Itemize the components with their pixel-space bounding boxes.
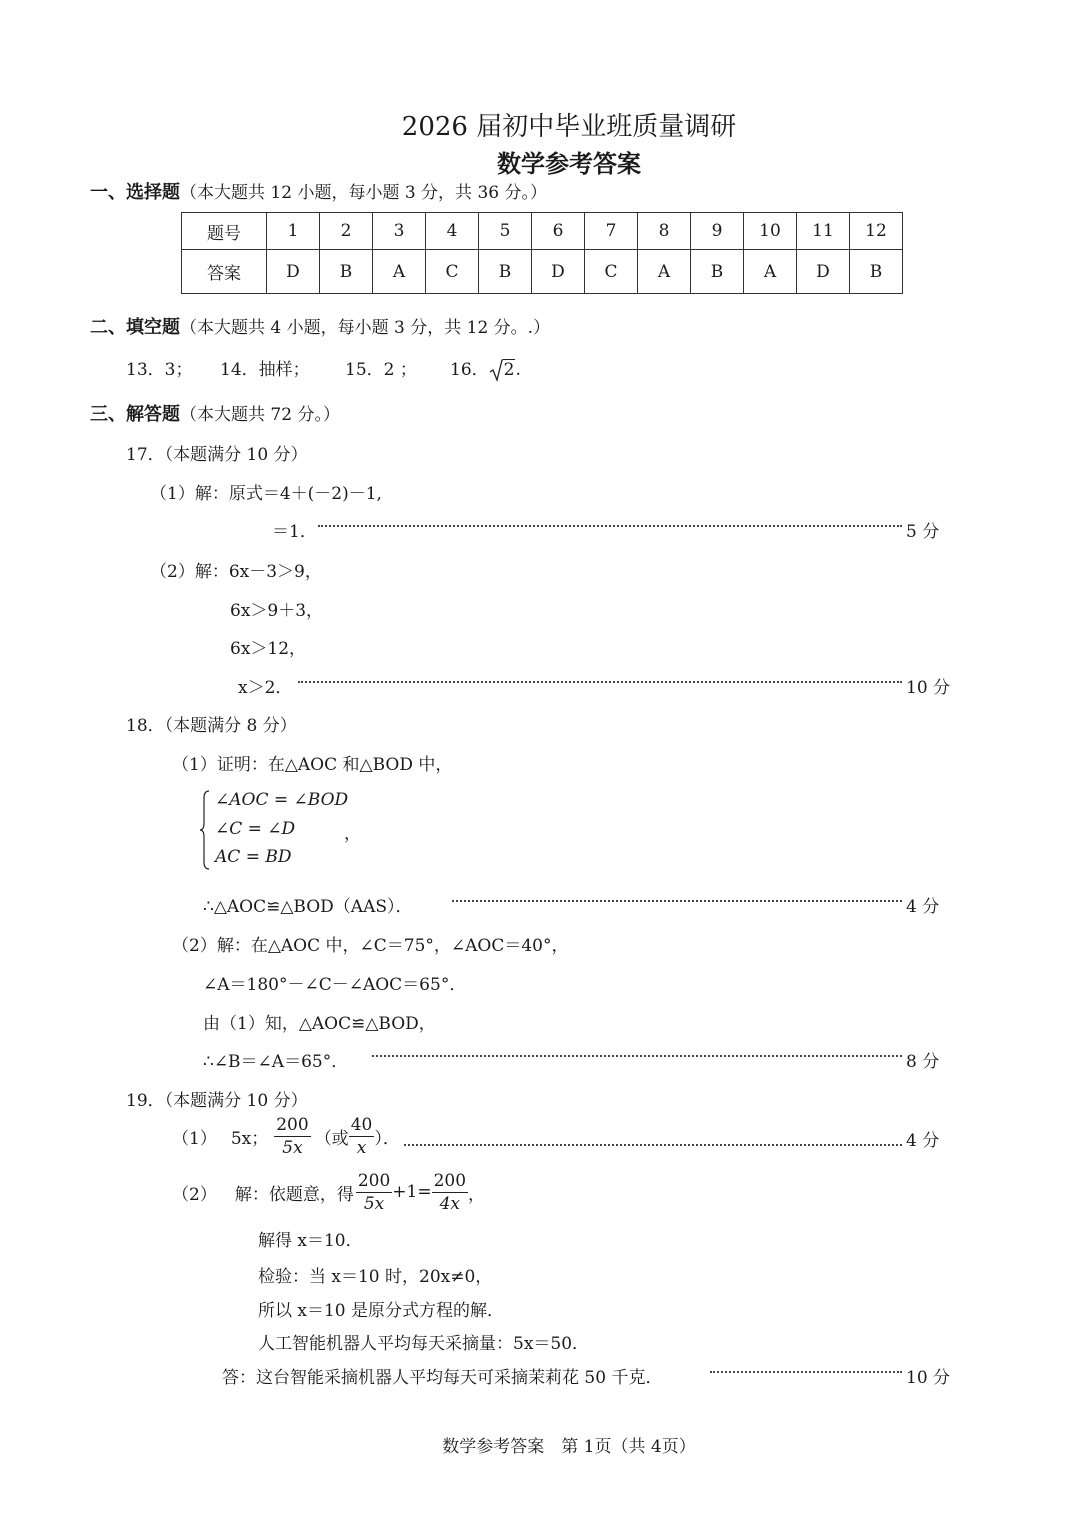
q19-part2-line2: 解得 x＝10． — [258, 1231, 363, 1251]
table-row-label-q: 题号 — [182, 213, 267, 250]
leader-dots — [298, 681, 902, 683]
table-cell-q: 1 — [267, 213, 320, 250]
fraction-denominator: 5x — [282, 1137, 303, 1158]
answer-16-suffix: . — [515, 360, 521, 380]
fraction-numerator: 200 — [433, 1170, 467, 1191]
q17-part2-line2: 6x＞9＋3， — [230, 601, 324, 621]
leader-dots — [710, 1371, 902, 1373]
fraction-numerator: 200 — [357, 1170, 391, 1191]
answer-14: 14．抽样； — [220, 360, 310, 380]
q17-part2-line4: x＞2． — [238, 678, 293, 698]
q17-part2-score: 10 分 — [906, 678, 951, 698]
table-cell-q: 11 — [797, 213, 850, 250]
table-row-label-a: 答案 — [182, 250, 267, 294]
table-cell-a: B — [691, 250, 744, 294]
leader-dots — [404, 1144, 902, 1146]
fraction-denominator: 5x — [363, 1193, 385, 1214]
table-cell-a: B — [850, 250, 903, 294]
table-cell-q: 2 — [320, 213, 373, 250]
q18-part1-line1: （1）证明：在△AOC 和△BOD 中， — [172, 755, 453, 775]
table-cell-q: 9 — [691, 213, 744, 250]
q18-part2-line4: ∴∠B＝∠A＝65°． — [203, 1052, 349, 1072]
q19-part2-line4: 所以 x＝10 是原分式方程的解． — [258, 1301, 505, 1321]
q18-part2-line3: 由（1）知，△AOC≌△BOD， — [203, 1014, 436, 1034]
q17-heading: 17．（本题满分 10 分） — [126, 445, 308, 465]
table-row-answers — [182, 250, 903, 294]
table-cell-a: B — [479, 250, 532, 294]
section3-heading — [90, 400, 340, 426]
q19-part1-label: （1） — [172, 1128, 217, 1149]
fraction — [349, 1114, 375, 1159]
leader-dots — [452, 900, 902, 902]
q17-part1-line1: （1）解：原式＝4＋(－2)－1, — [150, 484, 382, 504]
q19-part2-label: （2） — [172, 1184, 217, 1205]
q18-part2-line1: （2）解：在△AOC 中，∠C＝75°，∠AOC＝40°， — [172, 936, 569, 956]
fraction-numerator: 200 — [276, 1114, 309, 1135]
fraction — [274, 1114, 310, 1159]
q17-part2-line1: （2）解：6x－3＞9， — [150, 562, 322, 582]
q19-part1-or-open: （或 — [314, 1128, 349, 1149]
q19-part2-mid: +1= — [392, 1182, 432, 1202]
q17-part1-score: 5 分 — [906, 522, 940, 542]
q17-part2-line3: 6x＞12， — [230, 639, 307, 659]
system-eq-2: ∠C = ∠D — [215, 819, 296, 839]
section2-note: （本大题共 4 小题，每小题 3 分，共 12 分。.） — [180, 318, 551, 338]
table-cell-a: D — [532, 250, 585, 294]
answer-table — [181, 212, 903, 294]
system-eq-3: AC = BD — [215, 847, 292, 867]
answer-16-radicand: 2 — [503, 360, 515, 380]
sqrt-symbol — [489, 360, 516, 380]
q18-part1-conclusion: ∴△AOC≌△BOD（AAS）． — [203, 897, 413, 917]
q19-heading: 19．（本题满分 10 分） — [126, 1091, 308, 1111]
q19-part2-text: 解：依题意，得 — [234, 1184, 354, 1205]
table-cell-q: 3 — [373, 213, 426, 250]
table-cell-a: A — [373, 250, 426, 294]
q19-part2-line1 — [172, 1168, 485, 1216]
table-cell-q: 4 — [426, 213, 479, 250]
table-cell-q: 5 — [479, 213, 532, 250]
leader-dots — [372, 1055, 902, 1057]
brace-icon — [200, 790, 210, 870]
fraction-denominator: x — [356, 1137, 367, 1158]
table-cell-q: 6 — [532, 213, 585, 250]
answer-16-prefix: 16． — [450, 360, 489, 380]
section2-heading — [90, 313, 550, 339]
fraction-denominator: 4x — [439, 1193, 461, 1214]
q19-part2-score: 10 分 — [906, 1368, 951, 1388]
table-cell-a: C — [426, 250, 479, 294]
q19-part2-line3: 检验：当 x＝10 时，20x≠0， — [258, 1267, 493, 1287]
q17-part1-line2: ＝1． — [272, 522, 317, 542]
fraction-numerator: 40 — [350, 1114, 373, 1135]
q19-part1-score: 4 分 — [906, 1131, 940, 1151]
answer-15: 15．2 ； — [345, 360, 417, 380]
table-cell-a: C — [585, 250, 638, 294]
q18-heading: 18．（本题满分 8 分） — [126, 716, 297, 736]
table-cell-a: D — [267, 250, 320, 294]
q18-part1-score: 4 分 — [906, 897, 940, 917]
answer-13: 13．3； — [126, 360, 193, 380]
table-cell-q: 7 — [585, 213, 638, 250]
answer-16 — [450, 355, 521, 380]
section1-heading — [90, 178, 547, 204]
section2-title: 二、填空题 — [90, 317, 180, 338]
table-row-questions — [182, 213, 903, 250]
q19-answer: 答：这台智能采摘机器人平均每天可采摘茉莉花 50 千克． — [222, 1368, 663, 1388]
q19-part2-end: ， — [468, 1184, 486, 1205]
section1-note: （本大题共 12 小题，每小题 3 分，共 36 分。） — [180, 183, 548, 203]
page-title: 2026 届初中毕业班质量调研 — [401, 112, 737, 142]
fraction — [432, 1170, 468, 1215]
table-cell-q: 10 — [744, 213, 797, 250]
table-cell-q: 8 — [638, 213, 691, 250]
page-footer: 数学参考答案 第 1页（共 4页） — [442, 1437, 696, 1457]
fraction — [356, 1170, 392, 1215]
section3-title: 三、解答题 — [90, 404, 180, 425]
table-cell-a: A — [638, 250, 691, 294]
table-cell-a: B — [320, 250, 373, 294]
q19-part1-text: 5x； — [230, 1128, 269, 1149]
q19-part1-or-close: ）． — [374, 1128, 400, 1149]
page-subtitle: 数学参考答案 — [497, 150, 641, 178]
table-cell-q: 12 — [850, 213, 903, 250]
leader-dots — [318, 525, 902, 527]
section1-title: 一、选择题 — [90, 182, 180, 203]
table-cell-a: A — [744, 250, 797, 294]
system-eq-1: ∠AOC = ∠BOD — [215, 790, 349, 810]
q18-part2-score: 8 分 — [906, 1052, 940, 1072]
q19-part2-line5: 人工智能机器人平均每天采摘量：5x＝50． — [258, 1334, 590, 1354]
q18-part2-line2: ∠A＝180°－∠C－∠AOC＝65°． — [203, 975, 467, 995]
section3-note: （本大题共 72 分。） — [180, 405, 340, 425]
system-comma: ， — [344, 824, 361, 844]
q19-part1 — [172, 1112, 400, 1160]
table-cell-a: D — [797, 250, 850, 294]
